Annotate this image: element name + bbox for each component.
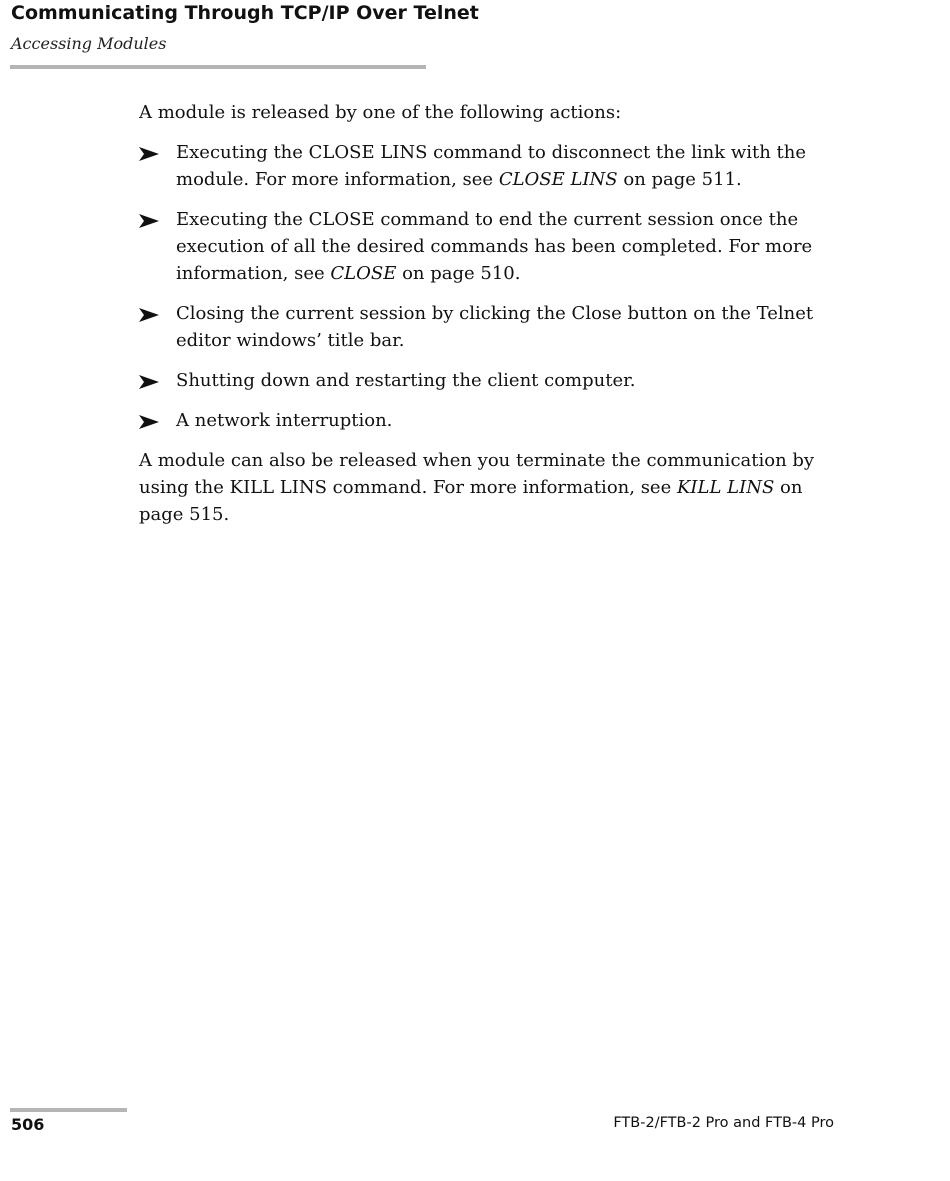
closing-paragraph <box>139 447 844 528</box>
list-item <box>139 367 844 394</box>
list-item-text: Executing the CLOSE command to end the current session once the execution of all the desired commands has been completed. For more information, see <box>176 209 813 284</box>
running-header-title: Communicating Through TCP/IP Over Telnet <box>11 2 479 24</box>
list-item-text: A network interruption. <box>176 410 393 431</box>
closing-text: A module can also be released when you terminate the communication by using the KILL LINS command. For more information, see <box>139 450 815 498</box>
arrowhead-bullet-icon <box>139 375 159 389</box>
arrowhead-bullet-icon <box>139 214 159 228</box>
list-item-text: Shutting down and restarting the client computer. <box>176 370 636 391</box>
list-item-text: Closing the current session by clicking the Close button on the Telnet editor windows’ title bar. <box>176 303 814 351</box>
list-item <box>139 407 844 434</box>
list-item <box>139 206 844 287</box>
intro-paragraph: A module is released by one of the following actions: <box>139 102 622 123</box>
footer-product-name: FTB-2/FTB-2 Pro and FTB-4 Pro <box>613 1115 834 1131</box>
list-item <box>139 139 844 193</box>
list-item <box>139 300 844 354</box>
list-item-text: on page 511. <box>617 169 742 190</box>
page-number: 506 <box>11 1115 45 1134</box>
body-content <box>139 99 844 528</box>
cross-reference-link[interactable]: KILL LINS <box>676 477 775 498</box>
list-item-text: Executing the CLOSE LINS command to disconnect the link with the module. For more information, see <box>176 142 807 190</box>
header-rule <box>10 65 426 69</box>
arrowhead-bullet-icon <box>139 415 159 429</box>
running-header-subtitle: Accessing Modules <box>11 34 167 53</box>
arrowhead-bullet-icon <box>139 147 159 161</box>
bullet-list <box>139 139 844 434</box>
footer-rule <box>10 1108 127 1112</box>
closing-text: on page 515. <box>139 477 803 525</box>
cross-reference-link[interactable]: CLOSE <box>330 263 397 284</box>
arrowhead-bullet-icon <box>139 308 159 322</box>
cross-reference-link[interactable]: CLOSE LINS <box>498 169 618 190</box>
list-item-text: on page 510. <box>396 263 521 284</box>
